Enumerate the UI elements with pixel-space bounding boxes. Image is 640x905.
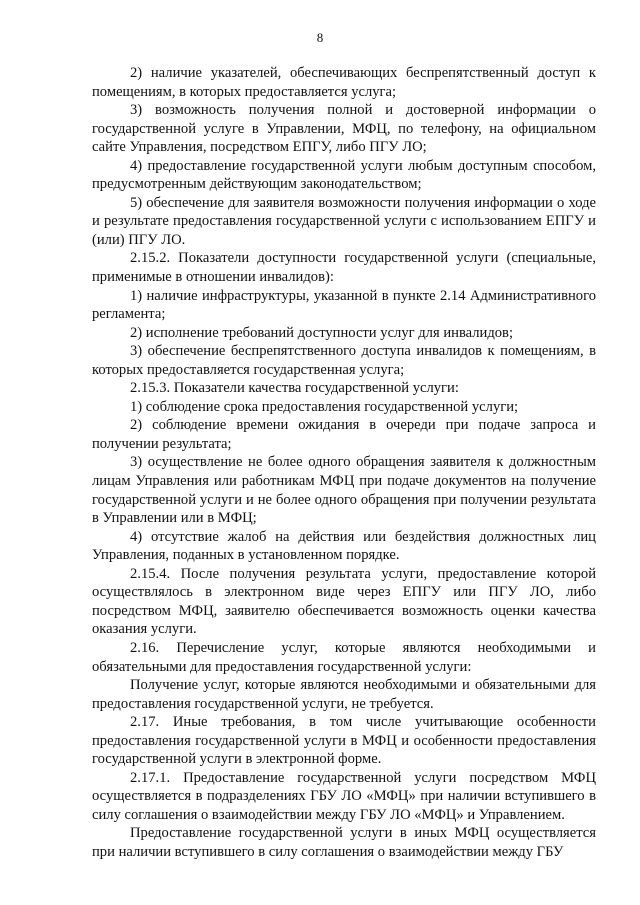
paragraph: 2.17. Иные требования, в том числе учитывающие особенности предоставления государственной услуги в МФЦ и особенности предоставления государственной услуги в электронной форме. — [92, 714, 596, 768]
paragraph: 5) обеспечение для заявителя возможности получения информации о ходе и результате предоставления государственной услуги с использованием ЕПГУ и (или) ПГУ ЛО. — [92, 194, 596, 248]
paragraph: Получение услуг, которые являются необходимыми и обязательными для предоставления государственной услуги, не требуется. — [92, 677, 596, 712]
paragraph: 3) обеспечение беспрепятственного доступа инвалидов к помещениям, в которых предоставляется государственная услуга; — [92, 343, 596, 378]
paragraph: 2.17.1. Предоставление государственной услуги посредством МФЦ осуществляется в подразделениях ГБУ ЛО «МФЦ» при наличии вступившего в силу соглашения о взаимодействии между ГБУ ЛО «МФЦ» и Управлением. — [92, 769, 596, 823]
paragraph: 2.16. Перечисление услуг, которые являются необходимыми и обязательными для предоставления государственной услуги: — [92, 639, 596, 675]
document-body — [92, 64, 596, 862]
paragraph: 2) наличие указателей, обеспечивающих беспрепятственный доступ к помещениям, в которых предоставляется услуга; — [92, 65, 596, 100]
paragraph: 3) возможность получения полной и достоверной информации о государственной услуге в Управлении, МФЦ, по телефону, на официальном сайте Управления, посредством ЕПГУ, либо ПГУ ЛО; — [92, 102, 596, 156]
paragraph: 1) наличие инфраструктуры, указанной в пункте 2.14 Административного регламента; — [92, 287, 596, 323]
paragraph: 3) осуществление не более одного обращения заявителя к должностным лицам Управления или работникам МФЦ при подаче документов на получение государственной услуги и не более одного обращения при получении результата в Управлении или в МФЦ; — [92, 454, 596, 527]
paragraph: 2) исполнение требований доступности услуг для инвалидов; — [130, 324, 514, 341]
paragraph: 2) соблюдение времени ожидания в очереди при подаче запроса и получении результата; — [92, 417, 596, 452]
paragraph: 4) предоставление государственной услуги любым доступным способом, предусмотренным действующим законодательством; — [92, 157, 596, 193]
paragraph: 2.15.3. Показатели качества государственной услуги: — [130, 380, 459, 397]
paragraph: 1) соблюдение срока предоставления государственной услуги; — [130, 398, 519, 415]
paragraph: Предоставление государственной услуги в иных МФЦ осуществляется при наличии вступившего в силу соглашения о взаимодействии между ГБУ — [92, 825, 596, 860]
page-number: 8 — [316, 30, 324, 45]
paragraph: 2.15.2. Показатели доступности государственной услуги (специальные, применимые в отношении инвалидов): — [92, 250, 596, 286]
paragraph: 4) отсутствие жалоб на действия или бездействия должностных лиц Управления, поданных в установленном порядке. — [92, 528, 596, 564]
paragraph: 2.15.4. После получения результата услуги, предоставление которой осуществлялось в электронном виде через ЕПГУ или ПГУ ЛО, либо посредством МФЦ, заявителю обеспечивается возможность оценки качества оказания услуги. — [92, 565, 596, 638]
